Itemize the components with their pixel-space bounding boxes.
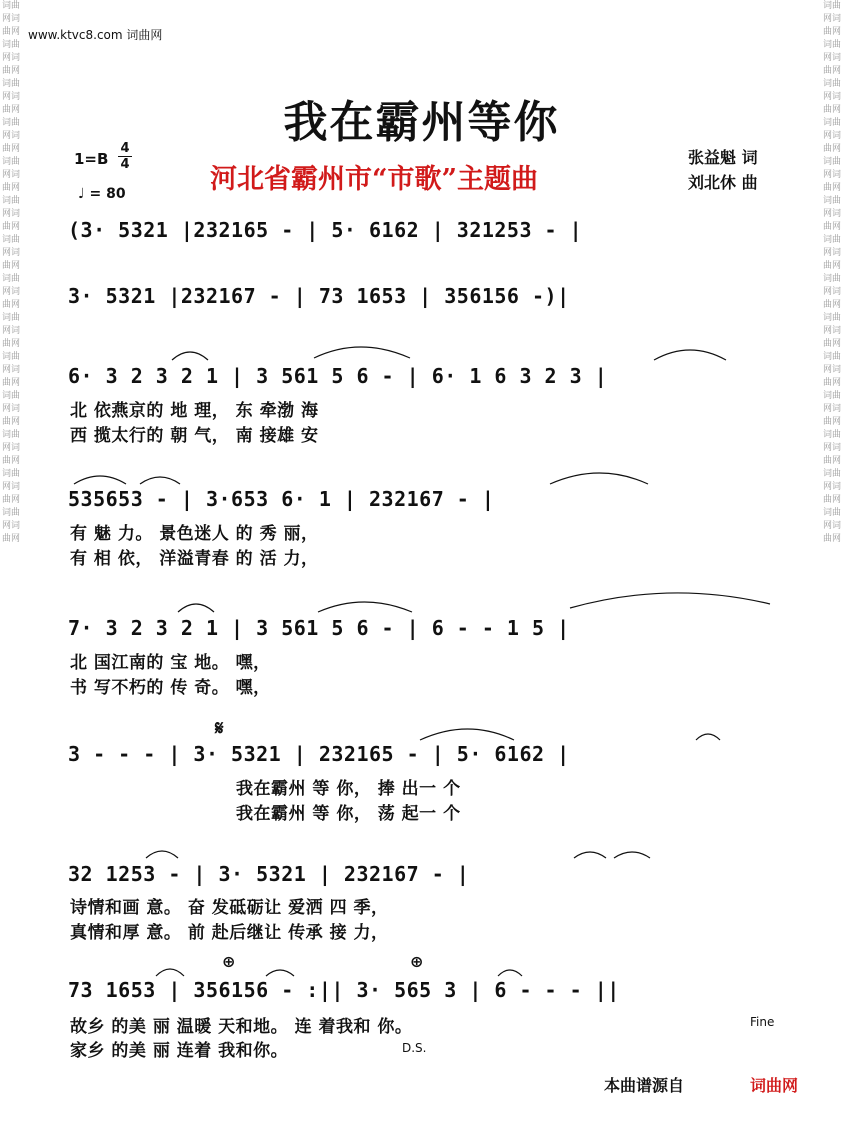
- staff-5-notes: 7· 3 2 3 2 1 | 3 561 5 6 - | 6 - - 1 5 |: [68, 616, 570, 640]
- source-site-link[interactable]: 词曲网: [750, 1076, 799, 1095]
- key-signature: 1=B: [74, 150, 109, 168]
- slur-arc: [146, 851, 178, 858]
- time-signature-top: 4: [120, 141, 130, 156]
- staff-6-notes: 3 - - - | 3· 5321 | 232165 - | 5· 6162 |: [68, 742, 570, 766]
- staff-4-lyric-verse-1: 有 魅 力。 景色迷人 的 秀 丽，: [70, 524, 319, 544]
- left-watermark-strip: 词曲网词曲网词曲网词曲网词曲网词曲网词曲网词曲网词曲网词曲网词曲网词曲网词曲网词曲网词曲网词曲网词曲网词曲网词曲网词曲网词曲网词曲网词曲网词曲网词曲网词曲网词曲网词曲网: [1, 1, 20, 544]
- staff-8-lyric-verse-1: 故乡 的美 丽 温暖 天和地。 连 着我和 你。: [70, 1017, 413, 1037]
- slur-arc: [74, 476, 126, 484]
- tempo-value: = 80: [89, 186, 126, 202]
- slur-arc: [550, 473, 648, 484]
- staff-8-notes: 73 1653 | 356156 - :|| 3· 565 3 | 6 - - - ||: [68, 978, 620, 1002]
- segno-mark: 𝄋: [215, 716, 224, 740]
- time-signature-bottom: 4: [120, 157, 130, 172]
- song-title: 我在霸州等你: [283, 97, 560, 148]
- staff-7-notes: 32 1253 - | 3· 5321 | 232167 - |: [68, 862, 470, 886]
- slur-arc: [420, 729, 514, 740]
- staff-7-lyric-verse-2: 真情和厚 意。 前 赴后继让 传承 接 力，: [70, 923, 389, 943]
- slur-arc: [178, 604, 214, 612]
- staff-3-lyric-verse-1: 北 依燕京的 地 理， 东 牵渤 海: [70, 401, 319, 421]
- slur-arc: [156, 969, 184, 976]
- staff-5-lyric-verse-1: 北 国江南的 宝 地。 嘿，: [70, 653, 271, 673]
- staff-7-lyric-verse-1: 诗情和画 意。 奋 发砥砺让 爱洒 四 季，: [70, 898, 389, 918]
- staff-2-notes: 3· 5321 |232167 - | 73 1653 | 356156 -)|: [68, 284, 570, 308]
- site-url[interactable]: www.ktvc8.com 词曲网: [28, 28, 163, 42]
- slur-arc: [654, 350, 726, 360]
- slur-arc: [266, 970, 294, 976]
- coda-mark: ⊕: [222, 952, 236, 971]
- staff-5-lyric-verse-2: 书 写不朽的 传 奇。 嘿，: [70, 678, 271, 698]
- slur-arc: [318, 602, 412, 612]
- staff-8-lyric-verse-2: 家乡 的美 丽 连着 我和你。: [70, 1041, 289, 1061]
- slur-arc: [140, 477, 180, 484]
- slur-arc: [172, 352, 208, 360]
- slur-arc: [696, 734, 720, 740]
- fine-mark: Fine: [750, 1015, 775, 1029]
- source-label: 本曲谱源自: [604, 1076, 685, 1095]
- song-subtitle: 河北省霸州市“市歌”主题曲: [210, 164, 539, 195]
- staff-4-lyric-verse-2: 有 相 依， 洋溢青春 的 活 力，: [70, 549, 319, 569]
- lyricist-credit: 张益魁 词: [688, 148, 758, 167]
- ds-mark: D.S.: [402, 1041, 427, 1055]
- slur-arc: [498, 970, 522, 976]
- right-watermark-strip: 词曲网词曲网词曲网词曲网词曲网词曲网词曲网词曲网词曲网词曲网词曲网词曲网词曲网词曲网词曲网词曲网词曲网词曲网词曲网词曲网词曲网词曲网词曲网词曲网词曲网词曲网词曲网词曲网: [822, 1, 841, 544]
- slur-arc: [314, 347, 410, 358]
- staff-6-lyric-verse-1: 我在霸州 等 你， 捧 出一 个: [236, 779, 461, 799]
- coda-mark-2: ⊕: [410, 952, 424, 971]
- composer-credit: 刘北休 曲: [688, 173, 758, 192]
- staff-3-notes: 6· 3 2 3 2 1 | 3 561 5 6 - | 6· 1 6 3 2 3 |: [68, 364, 608, 388]
- slur-arc: [614, 852, 650, 858]
- slur-arc: [574, 852, 606, 858]
- staff-4-notes: 535653 - | 3·653 6· 1 | 232167 - |: [68, 487, 495, 511]
- staff-6-lyric-verse-2: 我在霸州 等 你， 荡 起一 个: [236, 804, 461, 824]
- quarter-note-icon: ♩: [78, 186, 85, 202]
- slur-arc: [570, 593, 770, 608]
- staff-1-notes: (3· 5321 |232165 - | 5· 6162 | 321253 - |: [68, 218, 583, 242]
- staff-3-lyric-verse-2: 西 揽太行的 朝 气， 南 接雄 安: [70, 426, 319, 446]
